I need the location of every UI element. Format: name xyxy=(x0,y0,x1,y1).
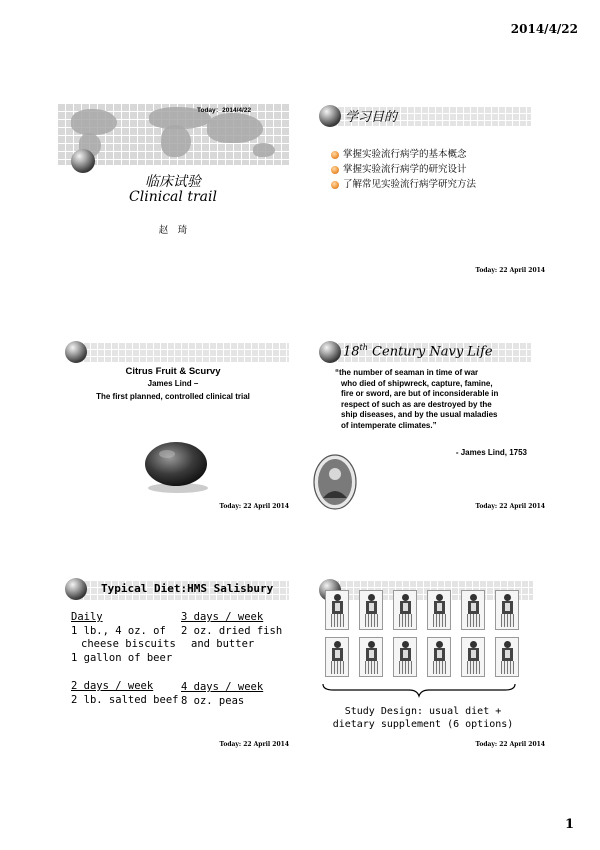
sailor-figure xyxy=(461,590,485,630)
diet-four-days: 4 days / week 8 oz. peas xyxy=(181,681,264,707)
sailor-figure xyxy=(393,590,417,630)
page-date: 2014/4/22 xyxy=(510,22,578,36)
slide-5 xyxy=(57,568,289,748)
slide-subtitle: James Lind – xyxy=(147,379,199,388)
sphere-icon xyxy=(319,341,341,363)
bullet-icon xyxy=(331,151,339,159)
slide-3 xyxy=(57,330,289,510)
objective-list xyxy=(331,147,476,192)
sailor-figure xyxy=(427,590,451,630)
today-label: Today：2014/4/22 xyxy=(197,107,252,114)
diet-daily: Daily 1 lb., 4 oz. of cheese biscuits 1 gallon of beer xyxy=(71,611,176,664)
title-bar xyxy=(69,342,289,362)
slide-2 xyxy=(313,94,545,274)
brace-icon xyxy=(321,682,517,698)
sailor-figure xyxy=(359,590,383,630)
sailor-figure xyxy=(495,637,519,677)
slide-title: Typical Diet:HMS Salisbury xyxy=(101,582,274,595)
slide-1 xyxy=(57,103,289,283)
slide-title-english: Clinical trail xyxy=(129,189,217,205)
slide-description: The first planned, controlled clinical trial xyxy=(96,392,250,401)
slide-title: 18th Century Navy Life xyxy=(343,343,493,360)
sailor-figure xyxy=(495,590,519,630)
sailor-figure xyxy=(427,637,451,677)
sailor-figure xyxy=(325,637,349,677)
slide-footer: Today: 22 April 2014 xyxy=(475,503,545,510)
sphere-icon xyxy=(65,578,87,600)
slide-footer: Today: 22 April 2014 xyxy=(219,741,289,748)
list-item: 了解常见实验流行病学研究方法 xyxy=(331,177,476,192)
quote-block: “the number of seaman in time of war who died of shipwreck, capture, famine, fire or sword, are but of inconsiderable in respect of such as are destroyed by the ship diseases, and by the usual maladies of intemperate climates.” xyxy=(335,368,499,430)
sailor-figure xyxy=(359,637,383,677)
slide-footer: Today: 22 April 2014 xyxy=(475,267,545,274)
diet-two-days: 2 days / week 2 lb. salted beef xyxy=(71,680,179,706)
sailor-figure xyxy=(461,637,485,677)
study-design-caption-line2: dietary supplement (6 options) xyxy=(332,719,514,730)
slide-title-chinese: 临床试验 xyxy=(145,174,201,190)
sphere-icon xyxy=(65,341,87,363)
sphere-icon xyxy=(71,149,95,173)
slide-title: 学习目的 xyxy=(345,110,398,125)
page-number: 1 xyxy=(564,817,574,832)
portrait-image xyxy=(313,454,357,510)
slide-footer: Today: 22 April 2014 xyxy=(475,741,545,748)
list-item: 掌握实验流行病学的基本概念 xyxy=(331,147,476,162)
bullet-icon xyxy=(331,166,339,174)
slide-6 xyxy=(313,568,545,748)
quote-attribution: - James Lind, 1753 xyxy=(455,448,527,457)
study-design-caption-line1: Study Design: usual diet + xyxy=(344,706,502,717)
slide-4 xyxy=(313,330,545,510)
author-name: 赵 琦 xyxy=(158,225,188,236)
slide-title: Citrus Fruit & Scurvy xyxy=(125,366,221,377)
sailor-figure xyxy=(325,590,349,630)
sailor-figure xyxy=(393,637,417,677)
diet-three-days: 3 days / week 2 oz. dried fish and butter xyxy=(181,611,283,650)
bullet-icon xyxy=(331,181,339,189)
slide-footer: Today: 22 April 2014 xyxy=(219,503,289,510)
lime-fruit-icon xyxy=(141,436,211,496)
list-item: 掌握实验流行病学的研究设计 xyxy=(331,162,476,177)
sphere-icon xyxy=(319,105,341,127)
